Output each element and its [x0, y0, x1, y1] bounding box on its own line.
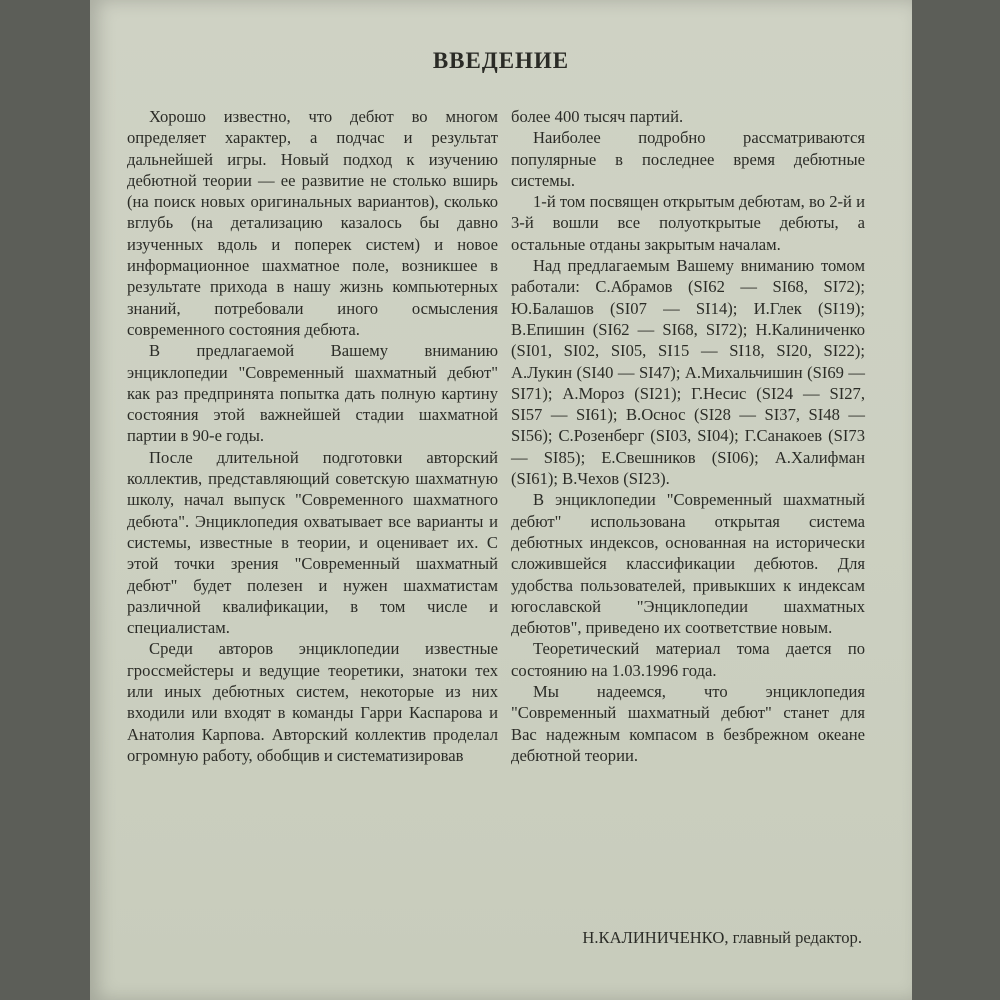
right-column	[511, 106, 865, 766]
editor-signature: Н.КАЛИНИЧЕНКО, главный редактор.	[582, 928, 862, 947]
left-column	[127, 106, 498, 766]
paragraph: Мы надеемся, что энциклопедия "Современный шахматный дебют" станет для Вас надежным компасом в безбрежном океане дебютной теории.	[511, 682, 865, 765]
book-page	[90, 0, 912, 1000]
paragraph: 1-й том посвящен открытым дебютам, во 2-й и 3-й вошли все полуоткрытые дебюты, а остальные отданы закрытым началам.	[511, 192, 865, 254]
paragraph: В энциклопедии "Современный шахматный дебют" использована открытая система дебютных индексов, основанная на исторически сложившейся классификации дебютов. Для удобства пользователей, привыкших к индексам югославской "Энциклопедии шахматных дебютов", приведено их соответствие новым.	[511, 490, 865, 638]
page-title: ВВЕДЕНИЕ	[432, 48, 570, 73]
paragraph: Теоретический материал тома дается по состоянию на 1.03.1996 года.	[511, 639, 865, 680]
paragraph: Над предлагаемым Вашему вниманию томом работали: С.Абрамов (SI62 — SI68, SI72); Ю.Балашов (SI07 — SI14); И.Глек (SI19); В.Епишин (SI62 — SI68, SI72); Н.Калиниченко (SI01, SI02, SI05, SI15 — SI18, SI20, SI22); А.Лукин (SI40 — SI47); А.Михальчишин (SI69 — SI71); А.Мороз (SI21); Г.Несис (SI24 — SI27, SI57 — SI61); В.Оснос (SI28 — SI37, SI48 — SI56); С.Розенберг (SI03, SI04); Г.Санакоев (SI73 — SI85); Е.Свешников (SI06); А.Халифман (SI61); В.Чехов (SI23).	[511, 256, 865, 489]
paragraph: Наиболее подробно рассматриваются популярные в последнее время дебютные системы.	[511, 128, 865, 190]
paragraph: Хорошо известно, что дебют во многом определяет характер, а подчас и результат дальнейшей игры. Новый подход к изучению дебютной теории — ее развитие не столько вширь (на поиск новых оригинальных вариантов), сколько вглубь (на детализацию казалось бы давно изученных вдоль и поперек систем) и новое информационное шахматное поле, возникшее в результате прихода в нашу жизнь компьютерных знаний, потребовали иного осмысления современного состояния дебюта.	[127, 107, 498, 339]
paragraph: После длительной подготовки авторский коллектив, представляющий советскую шахматную школу, начал выпуск "Современного шахматного дебюта". Энциклопедия охватывает все варианты и системы, известные в теории, и оценивает их. С этой точки зрения "Современный шахматный дебют" будет полезен и нужен шахматистам различной квалификации, в том числе и специалистам.	[127, 447, 498, 638]
paragraph: Среди авторов энциклопедии известные гроссмейстеры и ведущие теоретики, знатоки тех или иных дебютных систем, некоторые из них входили или входят в команды Гарри Каспарова и Анатолия Карпова. Авторский коллектив проделал огромную работу, обобщив и систематизировав	[127, 639, 498, 765]
paragraph: В предлагаемой Вашему вниманию энциклопедии "Современный шахматный дебют" как раз предпринята попытка дать полную картину состояния этой важнейшей стадии шахматной партии в 90-е годы.	[127, 341, 498, 446]
paragraph-continuation: более 400 тысяч партий.	[511, 107, 684, 126]
